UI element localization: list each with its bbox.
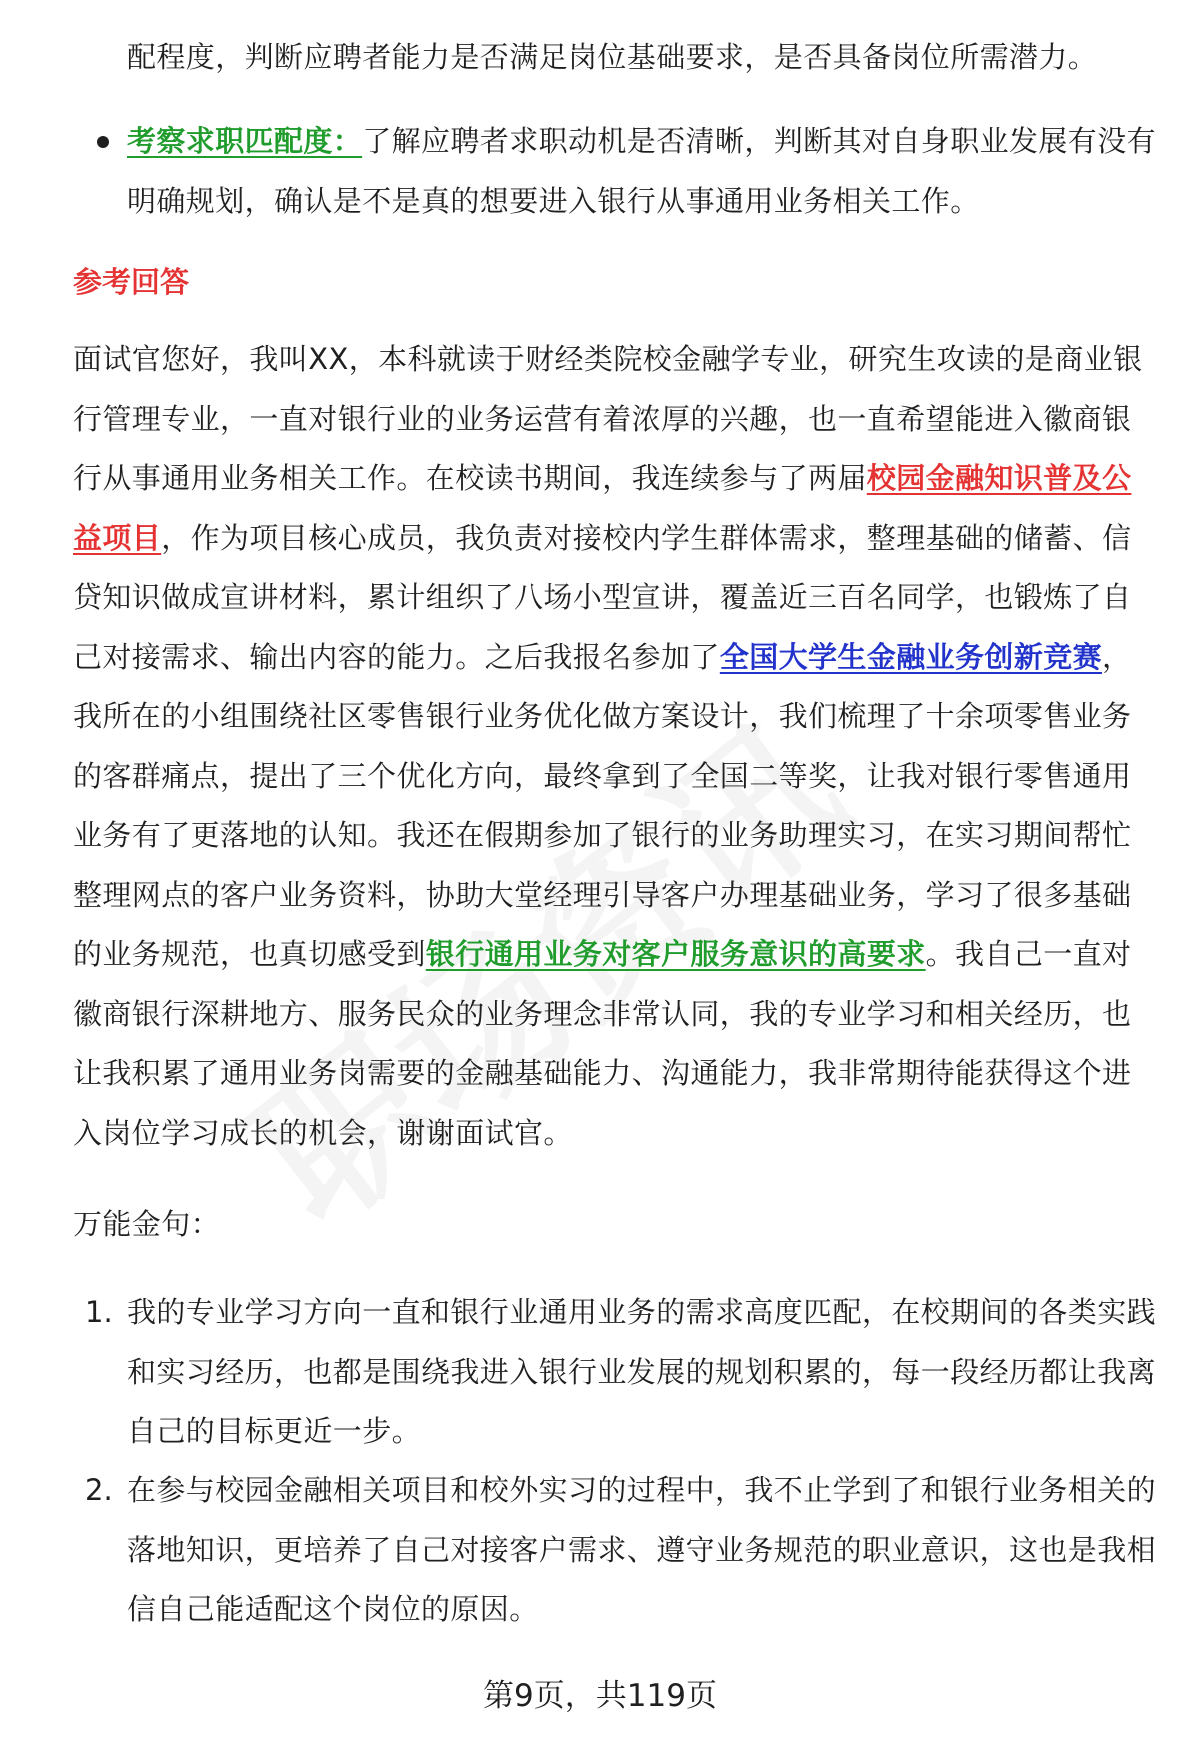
intro-text: 配程度，判断应聘者能力是否满足岗位基础要求，是否具备岗位所需潜力。: [127, 40, 1098, 74]
list-item-2: [127, 1461, 1157, 1640]
intro-continuation: [127, 28, 1157, 88]
answer-text-part-2: ，作为项目核心成员，我负责对接校内学生群体需求，整理基础的储蓄、信贷知识做成宣讲材料，累计组织了八场小型宣讲，覆盖近三百名同学，也锻炼了自己对接需求、输出内容的能力。之后我报名参加了: [73, 520, 1132, 674]
bullet-icon: [97, 136, 109, 148]
list-number-2: 2.: [85, 1473, 113, 1507]
reference-answer-paragraph: [73, 330, 1153, 1163]
list-item-2-text: 在参与校园金融相关项目和校外实习的过程中，我不止学到了和银行业务相关的落地知识，更培养了自己对接客户需求、遵守业务规范的职业意识，这也是我相信自己能适配这个岗位的原因。: [127, 1473, 1157, 1626]
bullet-item: [127, 112, 1157, 231]
answer-text-part-4: 。我自己一直对徽商银行深耕地方、服务民众的业务理念非常认同，我的专业学习和相关经历，也让我积累了通用业务岗需要的金融基础能力、沟通能力，我非常期待能获得这个进入岗位学习成长的机会，谢谢面试官。: [73, 937, 1132, 1150]
highlight-service-awareness: 银行通用业务对客户服务意识的高要求: [425, 937, 926, 971]
answer-text-part-1: 面试官您好，我叫XX，本科就读于财经类院校金融学专业，研究生攻读的是商业银行管理专业，一直对银行业的业务运营有着浓厚的兴趣，也一直希望能进入徽商银行从事通用业务相关工作。在校读书期间，我连续参与了两届: [73, 342, 1143, 495]
golden-sentences-title: [73, 1195, 1153, 1255]
bullet-text: 了解应聘者求职动机是否清晰，判断其对自身职业发展有没有明确规划，确认是不是真的想要进入银行从事通用业务相关工作。: [127, 124, 1157, 218]
list-number-1: 1.: [85, 1295, 113, 1329]
list-item-1-text: 我的专业学习方向一直和银行业通用业务的需求高度匹配，在校期间的各类实践和实习经历，也都是围绕我进入银行业发展的规划积累的，每一段经历都让我离自己的目标更近一步。: [127, 1295, 1157, 1448]
golden-title-text: 万能金句：: [73, 1207, 221, 1241]
highlight-competition: 全国大学生金融业务创新竞赛: [719, 639, 1103, 674]
list-item-1: [127, 1283, 1157, 1462]
section-title-reference: 参考回答: [73, 265, 190, 299]
bullet-label: 考察求职匹配度：: [127, 124, 363, 158]
highlight-campus-project: 校园金融知识普及公益项目: [73, 461, 1132, 555]
page-footer: 第9页，共119页: [483, 1678, 717, 1714]
answer-text-part-3: ，我所在的小组围绕社区零售银行业务优化做方案设计，我们梳理了十余项零售业务的客群痛点，提出了三个优化方向，最终拿到了全国二等奖，让我对银行零售通用业务有了更落地的认知。我还在假期参加了银行的业务助理实习，在实习期间帮忙整理网点的客户业务资料，协助大堂经理引导客户办理基础业务，学习了很多基础的业务规范，也真切感受到: [73, 639, 1132, 971]
